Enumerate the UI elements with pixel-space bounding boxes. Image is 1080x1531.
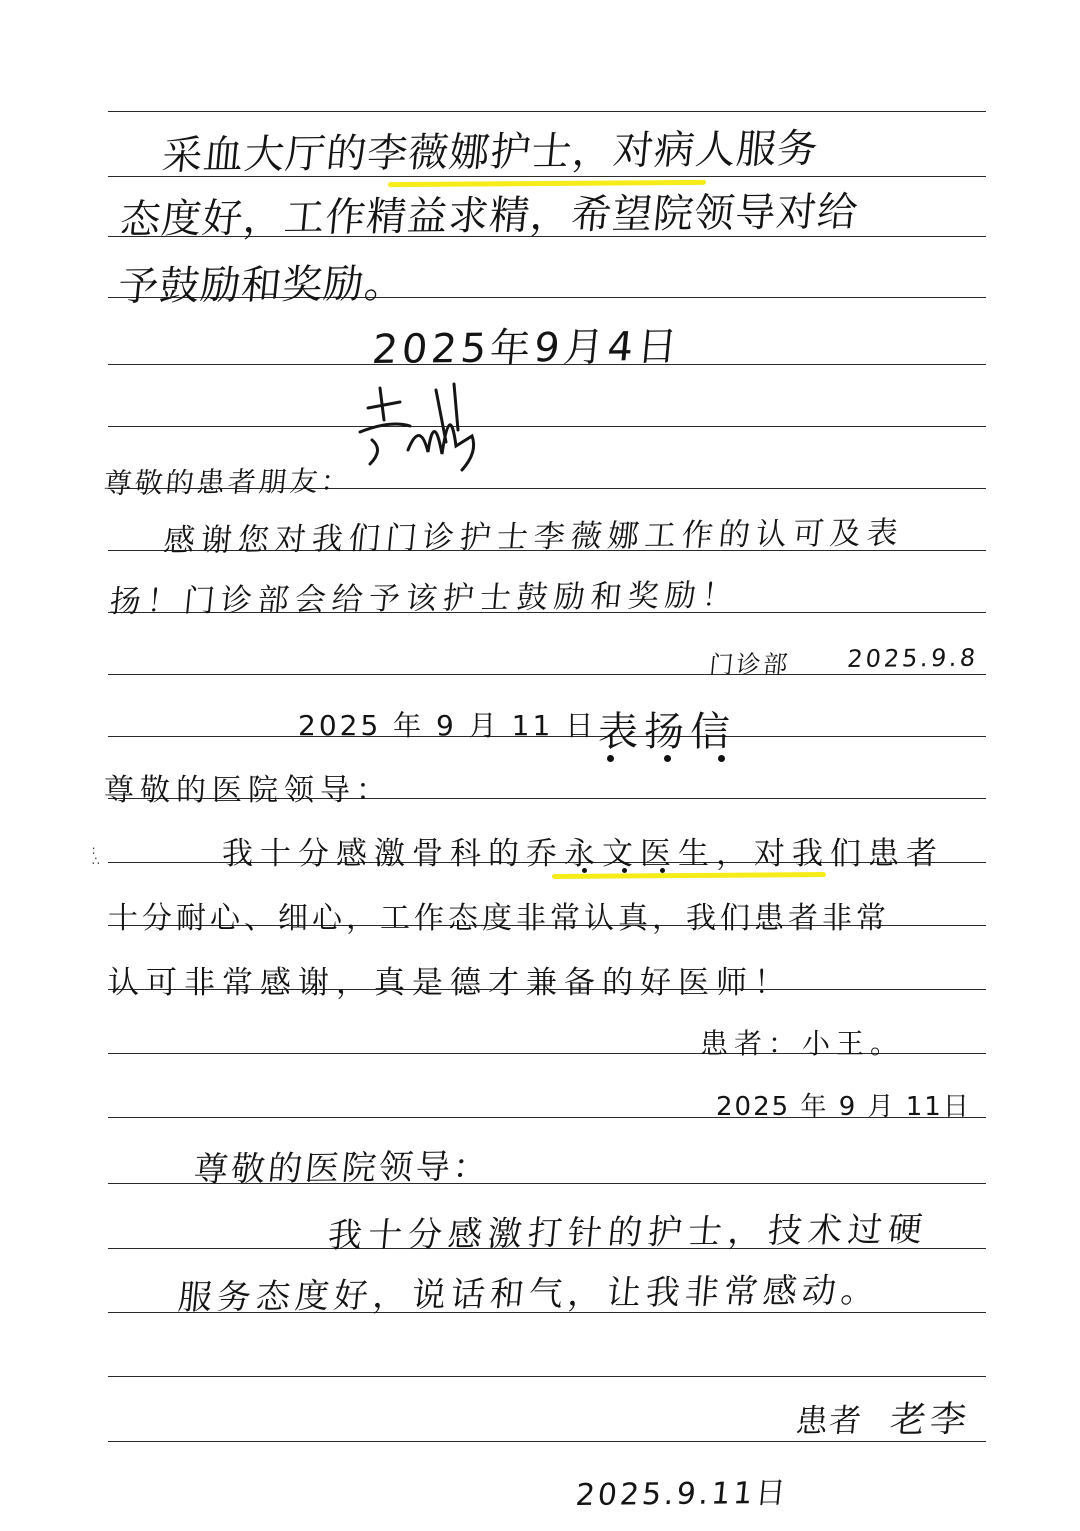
- note1-line1: 采血大厅的李薇娜护士，对病人服务: [160, 126, 821, 179]
- letter3-line1: 我十分感激打针的护士，技术过硬: [326, 1209, 930, 1256]
- letter2-heading-date: 2025 年 9 月 11 日: [298, 709, 597, 742]
- letter3-line2: 服务态度好，说话和气，让我非常感动。: [176, 1270, 882, 1318]
- ruled-line: [108, 111, 986, 112]
- letter2-heading-title: 表扬信: [598, 709, 736, 755]
- emphasis-dot: [607, 755, 614, 762]
- letter3-signer-label: 患者: [794, 1401, 864, 1440]
- ruled-line: [108, 1376, 986, 1377]
- letter3-signer-name: 老李: [888, 1399, 973, 1441]
- reply1-signer: 门诊部: [708, 650, 792, 679]
- letter2-signer: 患者：小王。: [700, 1027, 905, 1060]
- letter3-greeting: 尊敬的医院领导：: [192, 1146, 492, 1190]
- letter2-line1: 我十分感激骨科的乔永文医生，对我们患者: [222, 836, 944, 872]
- letter3-date: 2025.9.11日: [574, 1475, 791, 1513]
- reply1-line2: 扬！门诊部会给予该护士鼓励和奖励！: [108, 577, 741, 620]
- ruled-line: [108, 674, 986, 675]
- emphasis-dot: [664, 755, 671, 762]
- reply1-date: 2025.9.8: [846, 643, 980, 673]
- reply1-greeting: 尊敬的患者朋友：: [102, 464, 354, 500]
- note1-date: 2025年9月4日: [370, 323, 684, 373]
- highlight-doctor-name: [552, 872, 826, 879]
- letter2-line2: 十分耐心、细心，工作态度非常认真，我们患者非常: [108, 901, 890, 936]
- emphasis-dot: [718, 755, 725, 762]
- letter2-date: 2025 年 9 月 11日: [716, 1092, 971, 1122]
- letter2-line3: 认可非常感谢，真是德才兼备的好医师！: [108, 965, 792, 1001]
- note1-line3: 予鼓励和奖励。: [116, 260, 408, 310]
- ruled-line: [108, 426, 986, 427]
- note1-line2: 态度好，工作精益求精，希望院领导对给: [118, 189, 861, 243]
- letter2-greeting: 尊敬的医院领导：: [104, 773, 392, 808]
- reply1-line1: 感谢您对我们门诊护士李薇娜工作的认可及表: [162, 515, 906, 559]
- margin-mark: ∶ ∴: [92, 844, 100, 868]
- signature-mark: [350, 380, 490, 480]
